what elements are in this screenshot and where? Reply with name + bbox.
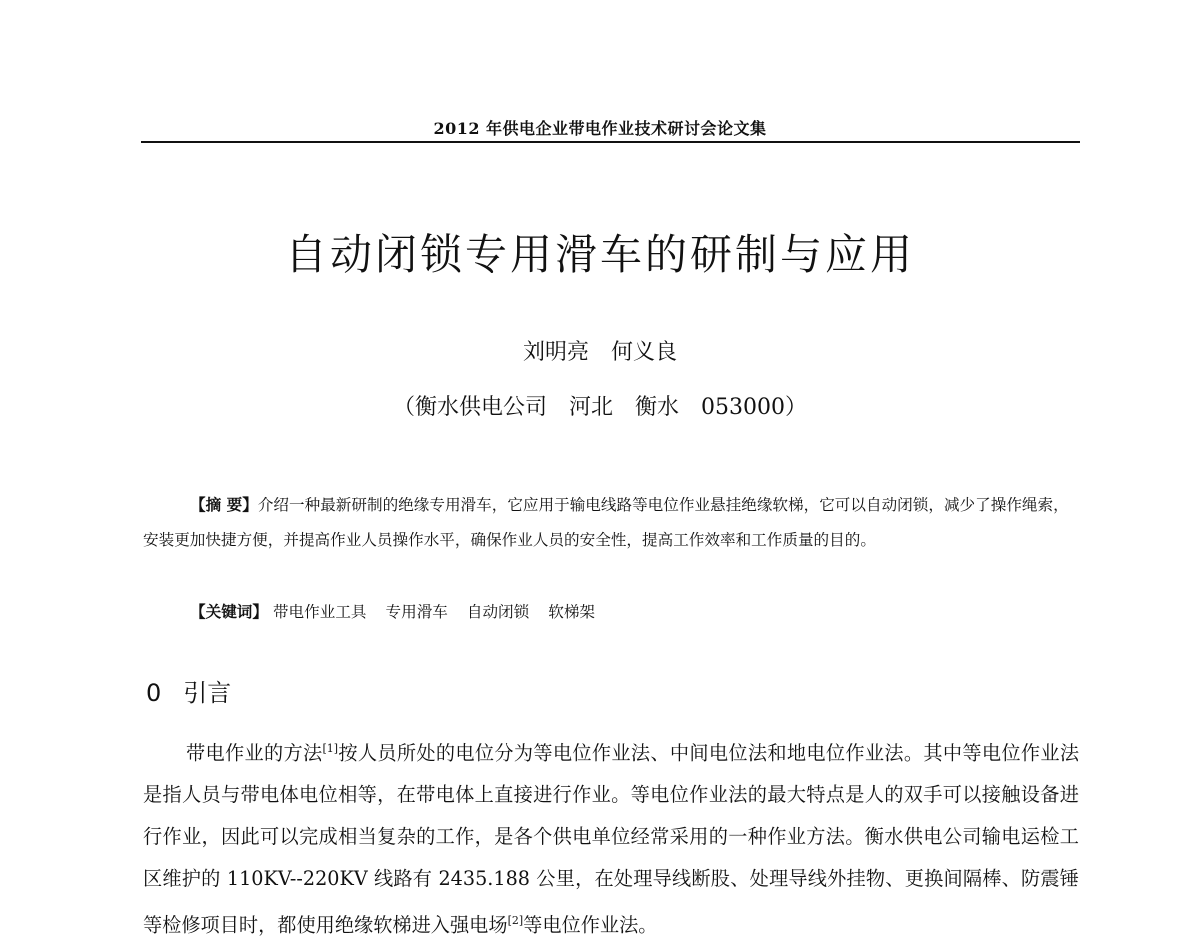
citation-ref: [1]	[322, 742, 339, 755]
body-text-c: 等电位作业法。	[523, 913, 658, 937]
keyword-item: 自动闭锁	[466, 603, 530, 621]
paper-authors: 刘明亮 何义良	[522, 340, 677, 365]
body-text-a: 带电作业的方法	[186, 741, 323, 765]
body-text-b: 按人员所处的电位分为等电位作业法、中间电位法和地电位作业法。其中等电位作业法是指人员与带电体电位相等，在带电体上直接进行作业。等电位作业法的最大特点是人的双手可以接触设备进行作业，因此可以完成相当复杂的工作，是各个供电单位经常采用的一种作业方法。衡水供电公司输电运检工区维护的 110KV--220KV 线路有 2435.188 公里，在处理导线断股、处理导线外挂物、更换间隔棒、防震锤等检修项目时，都使用绝缘软梯进入强电场	[143, 741, 1080, 937]
section-number: 0	[146, 679, 162, 707]
keyword-item: 专用滑车	[385, 603, 448, 621]
paper-affiliation: （衡水供电公司 河北 衡水 053000）	[393, 395, 807, 420]
section-heading	[146, 673, 231, 708]
keywords-line	[190, 600, 609, 622]
paper-title: 自动闭锁专用滑车的研制与应用	[284, 230, 915, 279]
abstract-paragraph	[143, 488, 1079, 558]
body-paragraph	[143, 728, 1079, 947]
keyword-item: 带电作业工具	[272, 603, 367, 621]
header-rule	[141, 141, 1080, 143]
section-title: 引言	[183, 679, 232, 707]
running-head: 2012 年供电企业带电作业技术研讨会论文集	[433, 119, 767, 138]
abstract-text: 介绍一种最新研制的绝缘专用滑车，它应用于输电线路等电位作业悬挂绝缘软梯，它可以自动闭锁，减少了操作绳索，安装更加快捷方便，并提高作业人员操作水平，确保作业人员的安全性，提高工作效率和工作质量的目的。	[143, 496, 1069, 549]
abstract-label: 【摘 要】	[190, 496, 258, 514]
keywords-label: 【关键词】	[190, 603, 268, 621]
keyword-item: 软梯架	[548, 603, 596, 621]
citation-ref: [2]	[507, 914, 524, 928]
